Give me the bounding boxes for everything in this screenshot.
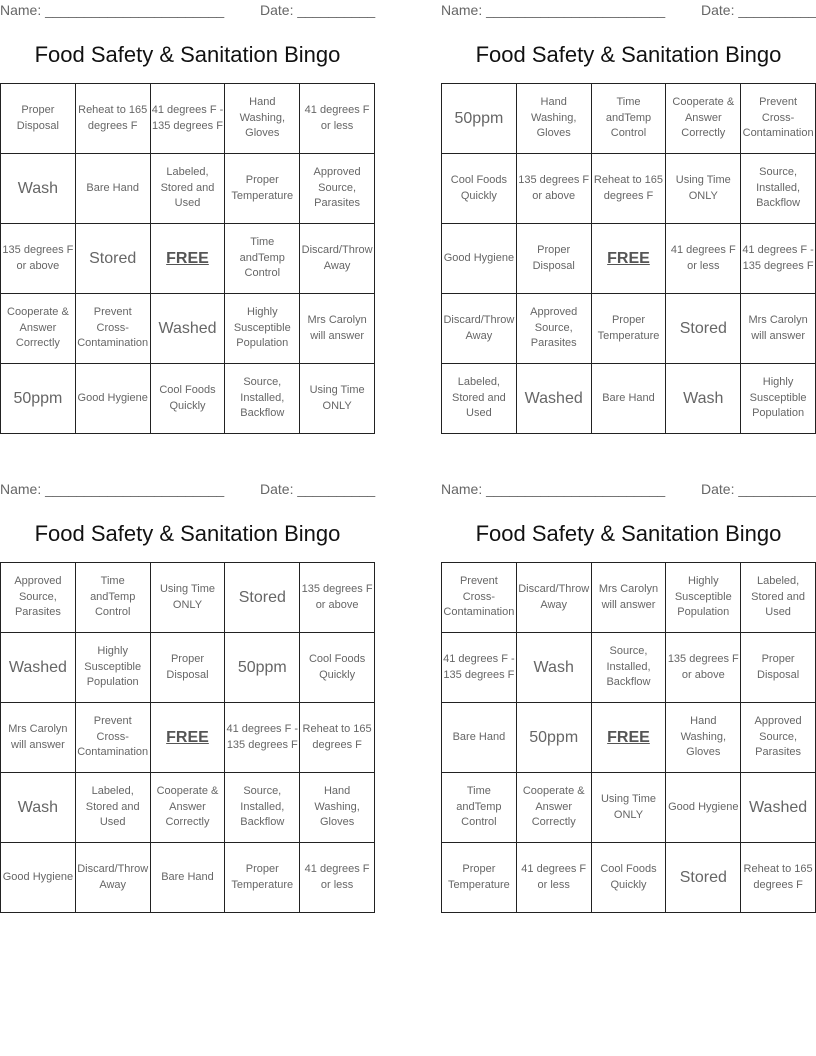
- bingo-cell[interactable]: Hand Washing, Gloves: [666, 703, 741, 773]
- name-date-row: [0, 2, 375, 20]
- bingo-card: [0, 0, 375, 440]
- card-title: Food Safety & Sanitation Bingo: [475, 521, 782, 546]
- bingo-cell[interactable]: Source, Installed, Backflow: [741, 154, 816, 224]
- bingo-cell[interactable]: Labeled, Stored and Used: [151, 154, 226, 224]
- bingo-cell[interactable]: Cool Foods Quickly: [442, 154, 517, 224]
- bingo-cell[interactable]: 41 degrees F - 135 degrees F: [741, 224, 816, 294]
- bingo-cell[interactable]: Proper Disposal: [741, 633, 816, 703]
- bingo-cell[interactable]: Stored: [225, 563, 300, 633]
- bingo-cell[interactable]: Mrs Carolyn will answer: [1, 703, 76, 773]
- bingo-cell[interactable]: Highly Susceptible Population: [225, 294, 300, 364]
- bingo-cell[interactable]: Source, Installed, Backflow: [225, 773, 300, 843]
- bingo-cell[interactable]: 135 degrees F or above: [666, 633, 741, 703]
- card-title: Food Safety & Sanitation Bingo: [34, 42, 341, 67]
- bingo-cell[interactable]: Highly Susceptible Population: [76, 633, 151, 703]
- date-field[interactable]: Date: __________: [701, 2, 816, 18]
- bingo-grid: [0, 562, 375, 913]
- bingo-cell[interactable]: Cooperate & Answer Correctly: [1, 294, 76, 364]
- bingo-card: [0, 479, 375, 919]
- bingo-cell[interactable]: Labeled, Stored and Used: [76, 773, 151, 843]
- free-space[interactable]: FREE: [592, 703, 667, 773]
- bingo-cell[interactable]: Mrs Carolyn will answer: [741, 294, 816, 364]
- name-field[interactable]: Name: _______________________: [441, 481, 666, 497]
- bingo-cell[interactable]: Discard/Throw Away: [517, 563, 592, 633]
- bingo-cell[interactable]: Good Hygiene: [442, 224, 517, 294]
- bingo-cell[interactable]: Highly Susceptible Population: [741, 364, 816, 434]
- bingo-cell[interactable]: Bare Hand: [151, 843, 226, 913]
- bingo-cell[interactable]: Using Time ONLY: [151, 563, 226, 633]
- bingo-cell[interactable]: Bare Hand: [76, 154, 151, 224]
- bingo-cell[interactable]: Good Hygiene: [76, 364, 151, 434]
- bingo-cell[interactable]: 41 degrees F - 135 degrees F: [225, 703, 300, 773]
- bingo-cell[interactable]: Good Hygiene: [1, 843, 76, 913]
- name-field[interactable]: Name: _______________________: [441, 2, 666, 18]
- bingo-cell[interactable]: Mrs Carolyn will answer: [300, 294, 375, 364]
- bingo-cell[interactable]: Washed: [151, 294, 226, 364]
- bingo-cell[interactable]: Hand Washing, Gloves: [225, 84, 300, 154]
- bingo-cell[interactable]: 50ppm: [225, 633, 300, 703]
- date-field[interactable]: Date: __________: [260, 2, 376, 18]
- bingo-cell[interactable]: Washed: [741, 773, 816, 843]
- free-space[interactable]: FREE: [151, 703, 226, 773]
- bingo-cell[interactable]: Reheat to 165 degrees F: [741, 843, 816, 913]
- bingo-cell[interactable]: Using Time ONLY: [666, 154, 741, 224]
- bingo-cell[interactable]: Hand Washing, Gloves: [517, 84, 592, 154]
- bingo-cell[interactable]: Source, Installed, Backflow: [225, 364, 300, 434]
- bingo-cell[interactable]: Using Time ONLY: [592, 773, 667, 843]
- bingo-cell[interactable]: Mrs Carolyn will answer: [592, 563, 667, 633]
- free-space[interactable]: FREE: [151, 224, 226, 294]
- card-title: Food Safety & Sanitation Bingo: [475, 42, 782, 67]
- free-space[interactable]: FREE: [592, 224, 667, 294]
- bingo-cell[interactable]: 135 degrees F or above: [300, 563, 375, 633]
- bingo-cell[interactable]: Cooperate & Answer Correctly: [517, 773, 592, 843]
- bingo-cell[interactable]: Prevent Cross-Contamination: [76, 703, 151, 773]
- bingo-cell[interactable]: Prevent Cross-Contamination: [442, 563, 517, 633]
- bingo-cell[interactable]: Proper Disposal: [1, 84, 76, 154]
- bingo-cell[interactable]: Labeled, Stored and Used: [442, 364, 517, 434]
- bingo-cell[interactable]: Wash: [666, 364, 741, 434]
- bingo-cell[interactable]: Bare Hand: [592, 364, 667, 434]
- bingo-cell[interactable]: Time andTemp Control: [225, 224, 300, 294]
- bingo-cell[interactable]: Good Hygiene: [666, 773, 741, 843]
- bingo-cell[interactable]: Proper Temperature: [225, 154, 300, 224]
- bingo-grid: [441, 83, 816, 434]
- bingo-cell[interactable]: Reheat to 165 degrees F: [592, 154, 667, 224]
- bingo-cell[interactable]: 135 degrees F or above: [517, 154, 592, 224]
- bingo-cell[interactable]: Prevent Cross-Contamination: [76, 294, 151, 364]
- bingo-cell[interactable]: Stored: [666, 294, 741, 364]
- bingo-card: [441, 479, 816, 919]
- card-title: Food Safety & Sanitation Bingo: [34, 521, 341, 546]
- bingo-cell[interactable]: 41 degrees F or less: [517, 843, 592, 913]
- bingo-cell[interactable]: Approved Source, Parasites: [300, 154, 375, 224]
- bingo-cell[interactable]: Proper Temperature: [592, 294, 667, 364]
- bingo-cell[interactable]: 50ppm: [442, 84, 517, 154]
- bingo-cell[interactable]: Time andTemp Control: [592, 84, 667, 154]
- name-date-row: [441, 481, 816, 499]
- bingo-cell[interactable]: Highly Susceptible Population: [666, 563, 741, 633]
- bingo-cell[interactable]: Discard/Throw Away: [76, 843, 151, 913]
- bingo-cell[interactable]: Proper Disposal: [517, 224, 592, 294]
- bingo-cell[interactable]: Discard/Throw Away: [300, 224, 375, 294]
- bingo-cell[interactable]: Prevent Cross-Contamination: [741, 84, 816, 154]
- bingo-cell[interactable]: 135 degrees F or above: [1, 224, 76, 294]
- bingo-cell[interactable]: 41 degrees F - 135 degrees F: [151, 84, 226, 154]
- name-field[interactable]: Name: _______________________: [0, 2, 225, 18]
- name-date-row: [0, 481, 375, 499]
- bingo-cell[interactable]: Approved Source, Parasites: [741, 703, 816, 773]
- bingo-cell[interactable]: Cooperate & Answer Correctly: [666, 84, 741, 154]
- bingo-cell[interactable]: Time andTemp Control: [442, 773, 517, 843]
- date-field[interactable]: Date: __________: [701, 481, 816, 497]
- bingo-cell[interactable]: 41 degrees F - 135 degrees F: [442, 633, 517, 703]
- name-date-row: [441, 2, 816, 20]
- bingo-cell[interactable]: Cool Foods Quickly: [151, 364, 226, 434]
- bingo-cell[interactable]: Proper Disposal: [151, 633, 226, 703]
- bingo-cell[interactable]: Source, Installed, Backflow: [592, 633, 667, 703]
- bingo-cell[interactable]: Proper Temperature: [442, 843, 517, 913]
- date-field[interactable]: Date: __________: [260, 481, 376, 497]
- bingo-card: [441, 0, 816, 440]
- bingo-grid: [0, 83, 375, 434]
- bingo-cell[interactable]: Cooperate & Answer Correctly: [151, 773, 226, 843]
- bingo-cell[interactable]: Approved Source, Parasites: [1, 563, 76, 633]
- bingo-cell[interactable]: Time andTemp Control: [76, 563, 151, 633]
- bingo-cell[interactable]: Reheat to 165 degrees F: [300, 703, 375, 773]
- bingo-cell[interactable]: 50ppm: [517, 703, 592, 773]
- name-field[interactable]: Name: _______________________: [0, 481, 225, 497]
- bingo-cell[interactable]: 50ppm: [1, 364, 76, 434]
- bingo-cell[interactable]: Cool Foods Quickly: [592, 843, 667, 913]
- bingo-cell[interactable]: Labeled, Stored and Used: [741, 563, 816, 633]
- bingo-cell[interactable]: Wash: [1, 773, 76, 843]
- bingo-cell[interactable]: 41 degrees F or less: [300, 843, 375, 913]
- bingo-cell[interactable]: Washed: [517, 364, 592, 434]
- bingo-cell[interactable]: 41 degrees F or less: [300, 84, 375, 154]
- bingo-cell[interactable]: Hand Washing, Gloves: [300, 773, 375, 843]
- bingo-cell[interactable]: Bare Hand: [442, 703, 517, 773]
- bingo-cell[interactable]: Reheat to 165 degrees F: [76, 84, 151, 154]
- bingo-cell[interactable]: Stored: [76, 224, 151, 294]
- bingo-cell[interactable]: Wash: [517, 633, 592, 703]
- bingo-cell[interactable]: Approved Source, Parasites: [517, 294, 592, 364]
- bingo-grid: [441, 562, 816, 913]
- bingo-cell[interactable]: Stored: [666, 843, 741, 913]
- bingo-cell[interactable]: 41 degrees F or less: [666, 224, 741, 294]
- bingo-cell[interactable]: Washed: [1, 633, 76, 703]
- bingo-cell[interactable]: Cool Foods Quickly: [300, 633, 375, 703]
- bingo-cell[interactable]: Discard/Throw Away: [442, 294, 517, 364]
- bingo-cell[interactable]: Wash: [1, 154, 76, 224]
- bingo-cell[interactable]: Proper Temperature: [225, 843, 300, 913]
- bingo-cell[interactable]: Using Time ONLY: [300, 364, 375, 434]
